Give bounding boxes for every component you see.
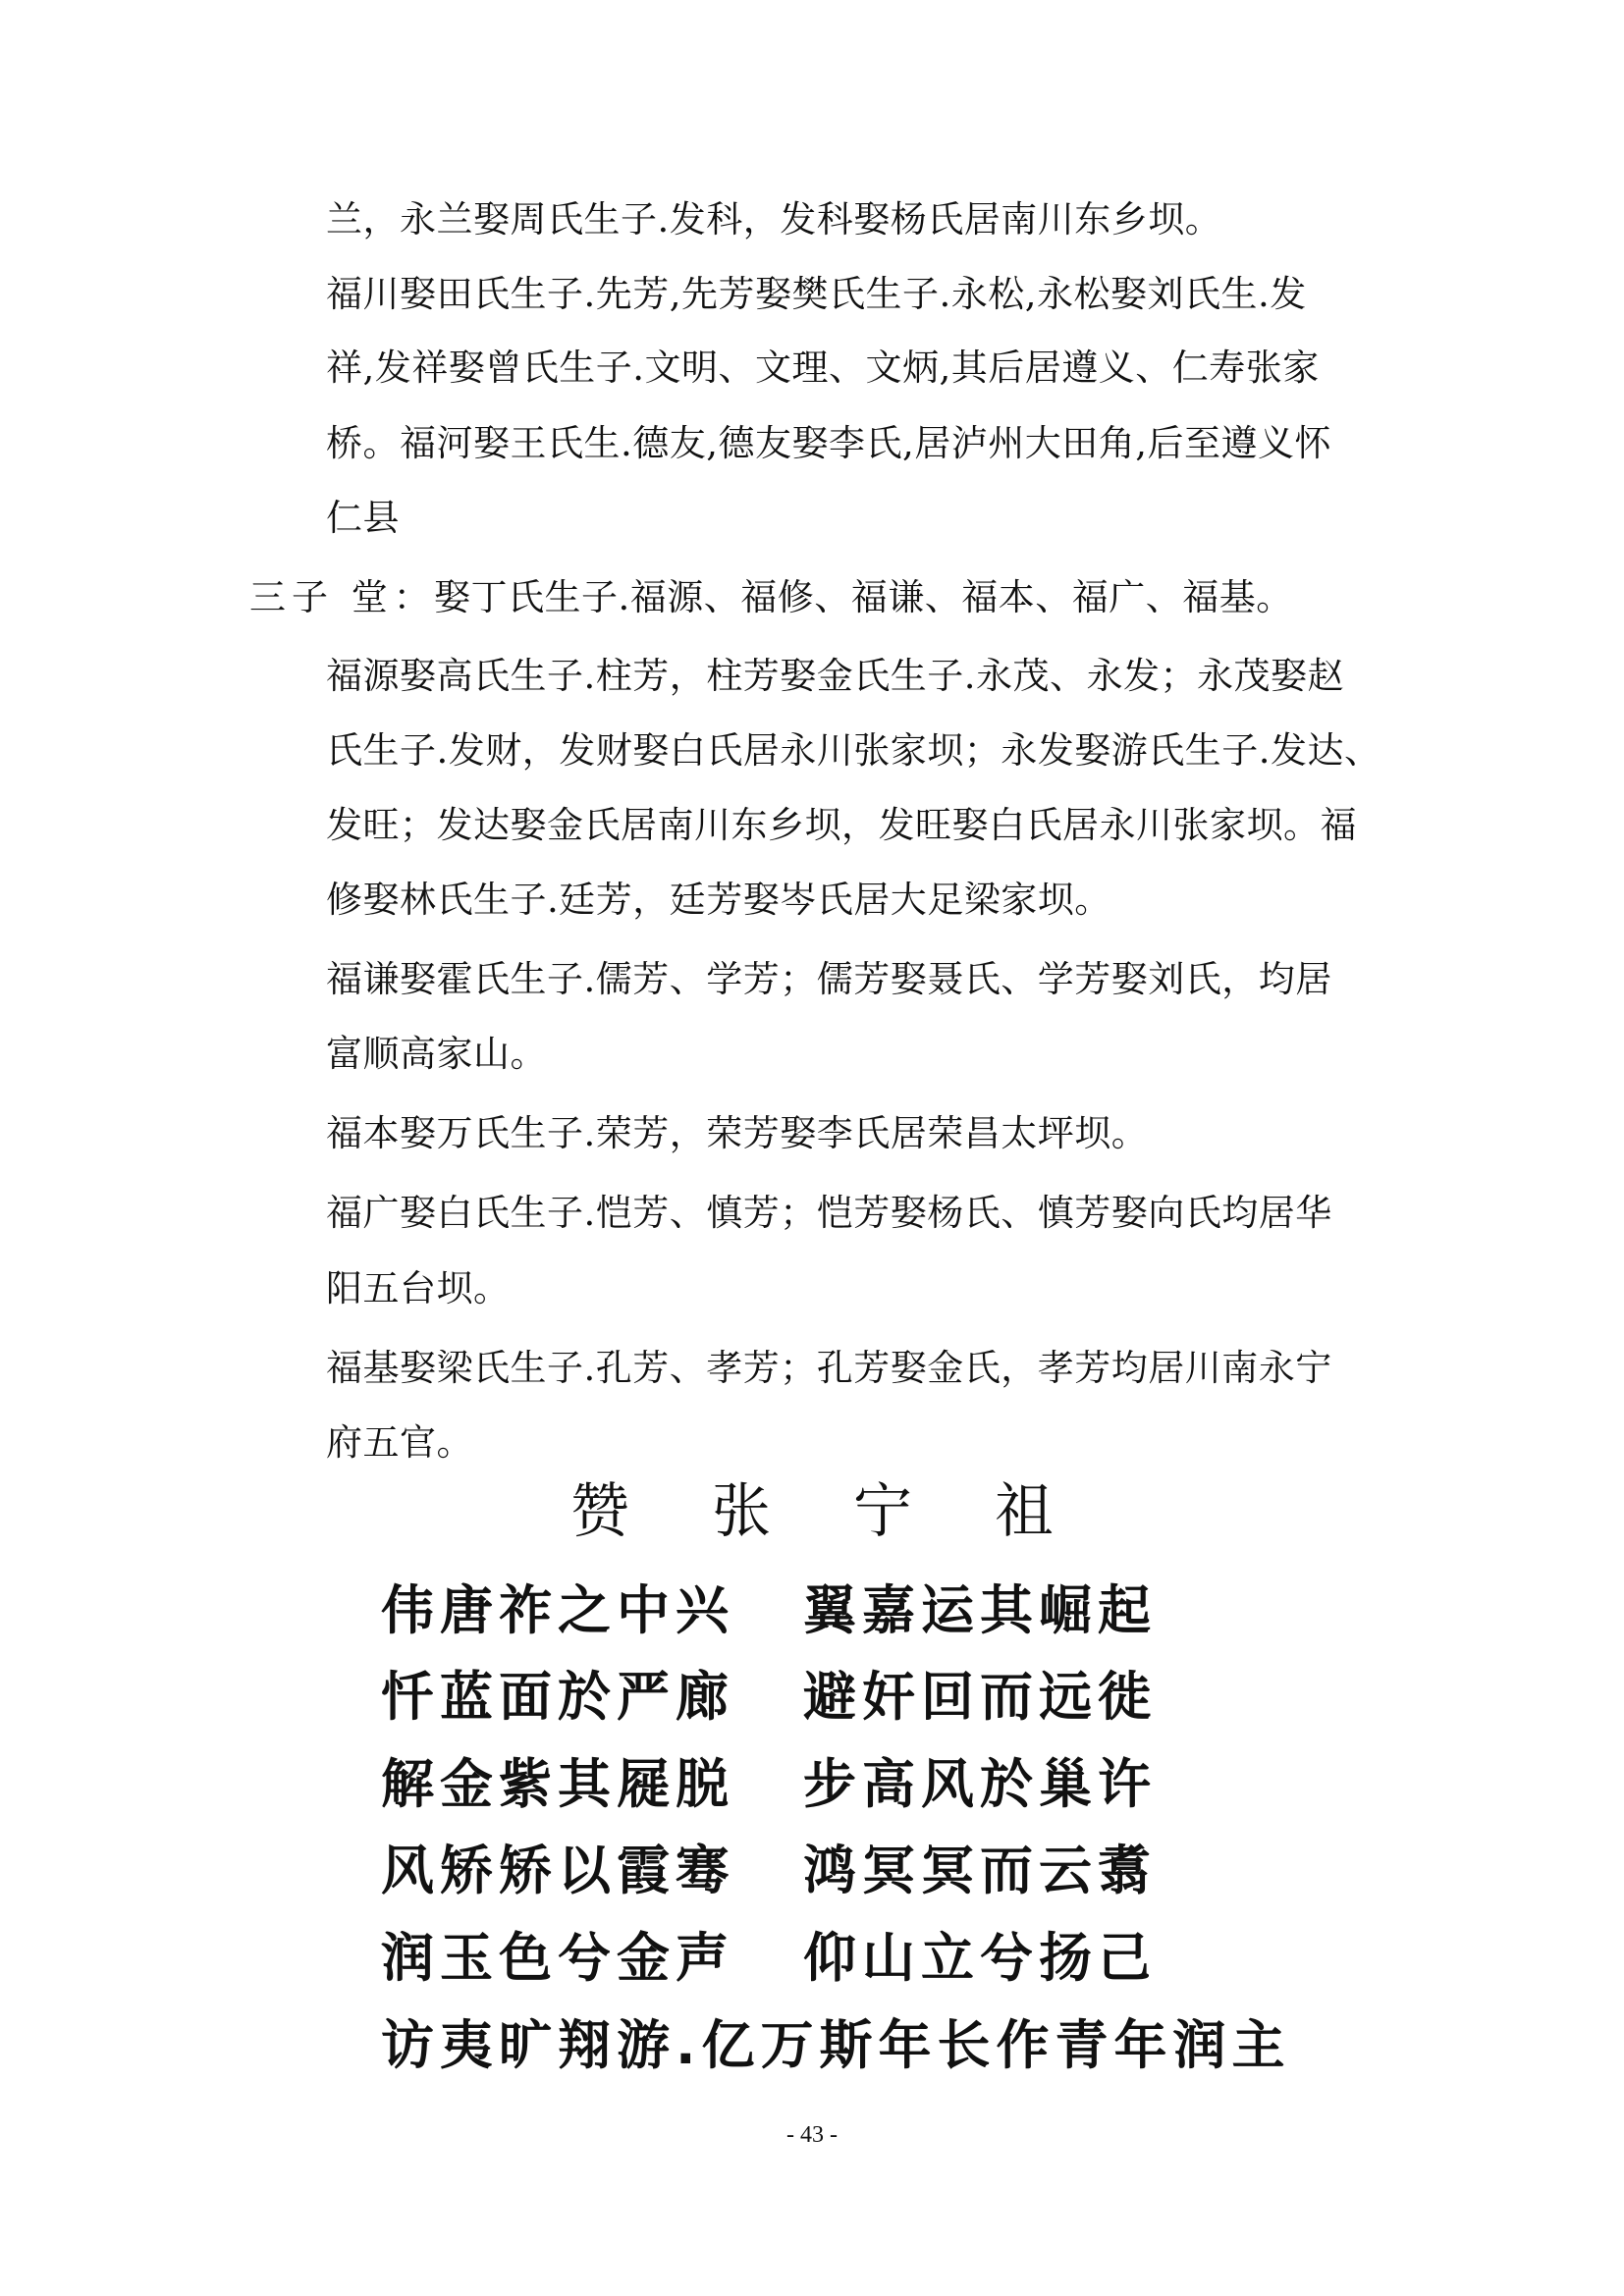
text-line: 福本娶万氏生子.荣芳，荣芳娶李氏居荣昌太坪坝。 <box>326 1112 1149 1154</box>
section-text: 娶丁氏生子.福源、福修、福谦、福本、福广、福基。 <box>434 576 1293 618</box>
text-line: 兰，永兰娶周氏生子.发科，发科娶杨氏居南川东乡坝。 <box>326 198 1222 240</box>
text-line: 氏生子.发财，发财娶白氏居永川张家坝；永发娶游氏生子.发达、 <box>326 729 1381 772</box>
page-number: - 43 - <box>786 2122 838 2148</box>
section-heading <box>249 573 1293 622</box>
poem-title-char: 祖 <box>995 1477 1054 1546</box>
text-line: 仁县 <box>326 497 400 539</box>
text-line: 福谦娶霍氏生子.儒芳、学芳；儒芳娶聂氏、学芳娶刘氏，均居 <box>326 958 1332 1000</box>
poem-title-char: 宁 <box>853 1477 912 1546</box>
text-line: 修娶林氏生子.廷芳，廷芳娶岑氏居大足梁家坝。 <box>326 879 1111 921</box>
poem-verse: 忏蓝面於严廊 <box>381 1666 734 1728</box>
text-line: 府五官。 <box>326 1421 473 1464</box>
poem-verse: 鸿冥冥而云翥 <box>803 1840 1157 1901</box>
poem-couplet <box>381 1924 1157 1993</box>
text-line: 富顺高家山。 <box>326 1033 547 1075</box>
poem-verse: 风矫矫以霞骞 <box>381 1840 734 1901</box>
section-label: 三子 堂： <box>249 576 436 618</box>
text-line: 祥,发祥娶曾氏生子.文明、文理、文炳,其后居遵义、仁寿张家 <box>326 347 1320 389</box>
poem-title-char: 赞 <box>570 1477 629 1546</box>
poem-final-line: 访夷旷翔游.亿万斯年长作青年润主 <box>381 2014 1291 2076</box>
poem-title-char: 张 <box>712 1477 771 1546</box>
poem-verse: 仰山立兮扬己 <box>803 1927 1157 1989</box>
poem-couplet <box>381 1576 1157 1645</box>
text-line: 福源娶高氏生子.柱芳，柱芳娶金氏生子.永茂、永发；永茂娶赵 <box>326 655 1345 697</box>
poem-verse: 解金紫其屣脱 <box>381 1753 734 1815</box>
poem-verse: 翼嘉运其崛起 <box>803 1579 1157 1641</box>
text-line: 发旺；发达娶金氏居南川东乡坝，发旺娶白氏居永川张家坝。福 <box>326 804 1357 846</box>
text-line: 福基娶梁氏生子.孔芳、孝芳；孔芳娶金氏，孝芳均居川南永宁 <box>326 1347 1332 1389</box>
poem-verse: 润玉色兮金声 <box>381 1927 734 1989</box>
poem-couplet <box>381 1663 1157 1732</box>
text-line: 阳五台坝。 <box>326 1267 511 1309</box>
text-line: 福广娶白氏生子.恺芳、慎芳；恺芳娶杨氏、慎芳娶向氏均居华 <box>326 1192 1332 1234</box>
poem-couplet <box>381 1750 1157 1819</box>
text-line: 福川娶田氏生子.先芳,先芳娶樊氏生子.永松,永松娶刘氏生.发 <box>326 273 1307 315</box>
poem-verse: 伟唐祚之中兴 <box>381 1579 734 1641</box>
poem-couplet <box>381 1837 1157 1905</box>
poem-verse: 避奸回而远徙 <box>803 1666 1157 1728</box>
poem-title <box>0 1472 1624 1551</box>
poem-verse: 步高风於巢许 <box>803 1753 1157 1815</box>
text-line: 桥。福河娶王氏生.德友,德友娶李氏,居泸州大田角,后至遵义怀 <box>326 422 1332 464</box>
